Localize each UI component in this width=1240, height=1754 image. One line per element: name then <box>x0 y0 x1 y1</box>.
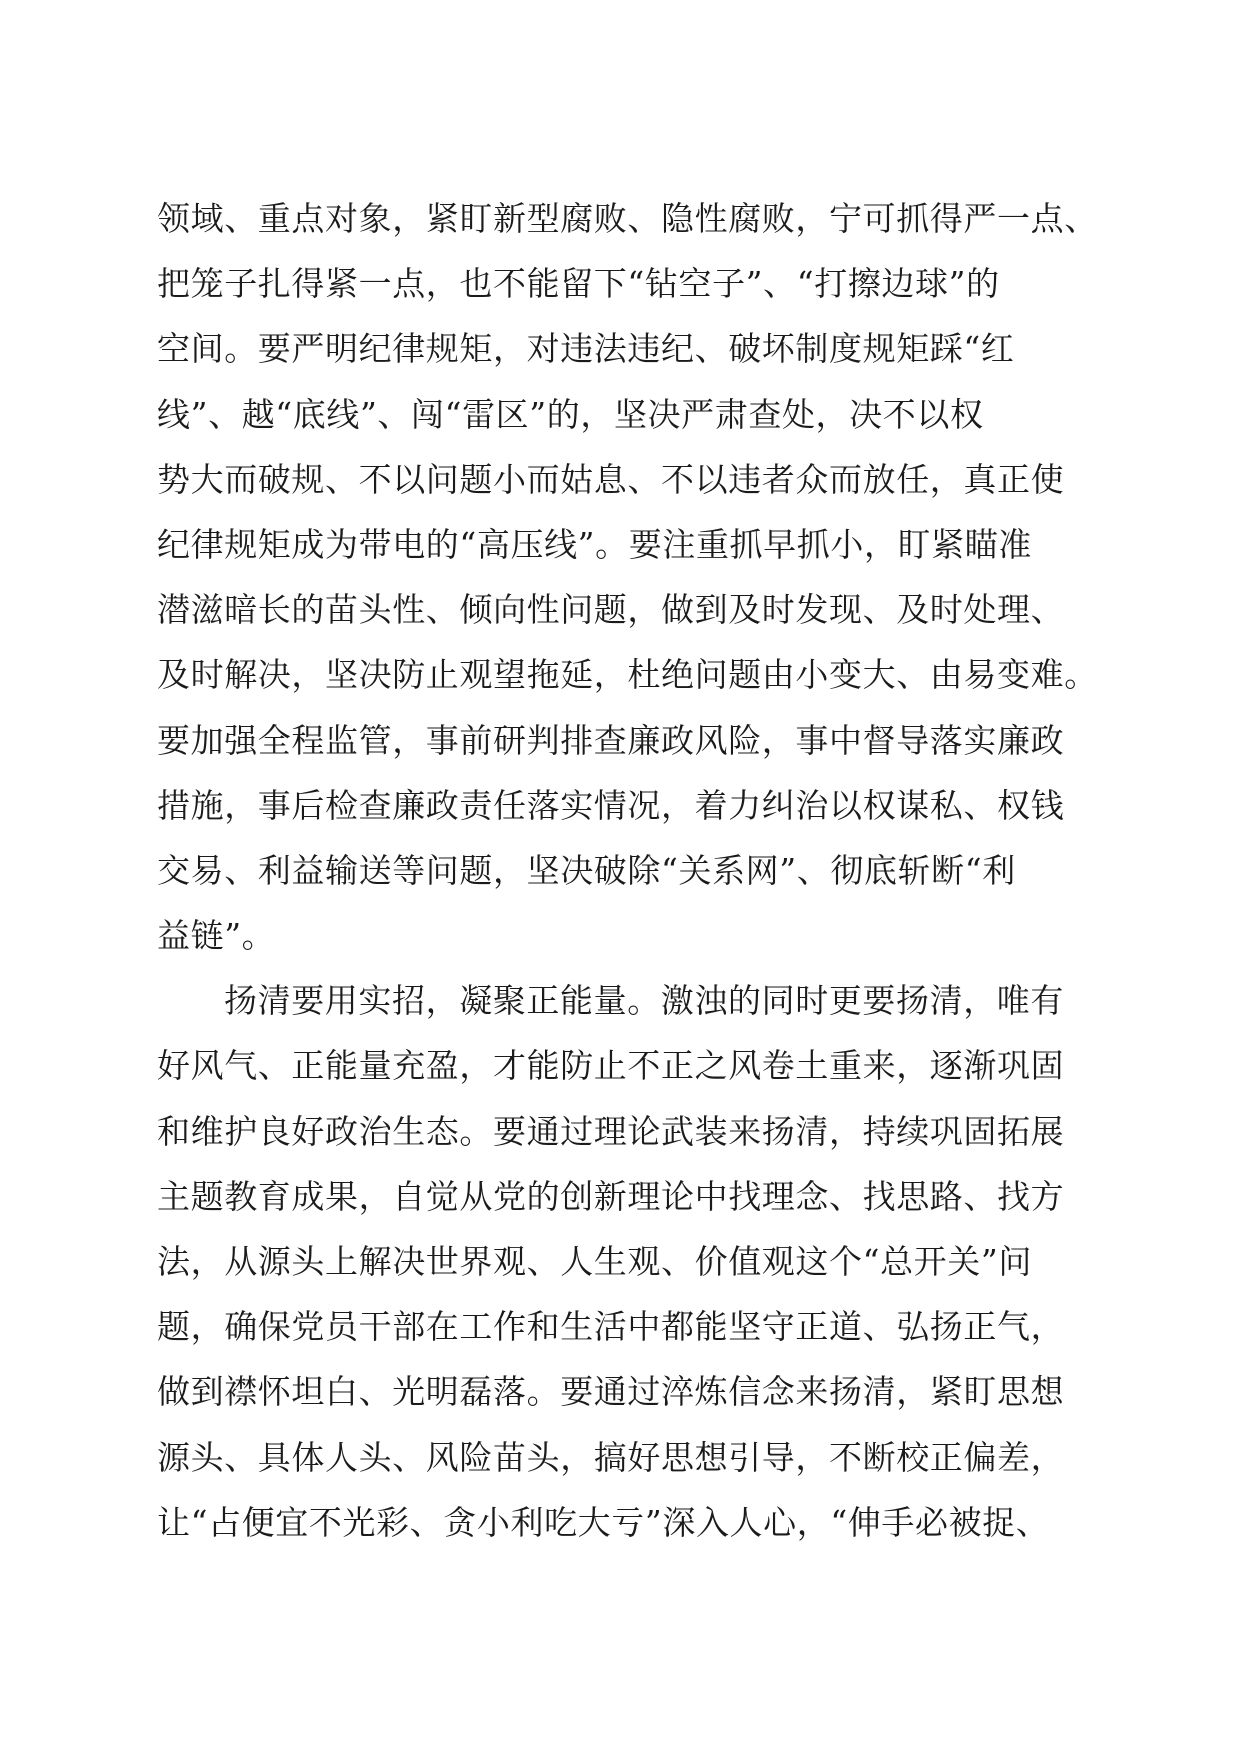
body-text <box>157 186 1097 1555</box>
text-line: 益链”。 <box>157 916 276 956</box>
text-line: 法，从源头上解决世界观、人生观、价值观这个“总开关”问 <box>157 1242 1032 1281</box>
text-line: 源头、具体人头、风险苗头，搞好思想引导，不断校正偏差， <box>157 1437 1065 1477</box>
text-line: 措施，事后检查廉政责任落实情况，着力纠治以权谋私、权钱 <box>157 785 1065 825</box>
text-line: 做到襟怀坦白、光明磊落。要通过淬炼信念来扬清，紧盯思想 <box>157 1372 1065 1412</box>
text-line: 好风气、正能量充盈，才能防止不正之风卷土重来，逐渐巩固 <box>157 1046 1065 1086</box>
text-line: 交易、利益输送等问题，坚决破除“关系网”、彻底斩断“利 <box>157 850 1016 890</box>
text-line: 势大而破规、不以问题小而姑息、不以违者众而放任，真正使 <box>157 459 1065 499</box>
text-line: 纪律规矩成为带电的“高压线”。要注重抓早抓小，盯紧瞄准 <box>157 524 1032 564</box>
text-line: 让“占便宜不光彩、贪小利吃大亏”深入人心，“伸手必被捉、 <box>157 1502 1050 1542</box>
text-line: 和维护良好政治生态。要通过理论武装来扬清，持续巩固拓展 <box>157 1111 1065 1151</box>
text-line: 线”、越“底线”、闯“雷区”的，坚决严肃查处，决不以权 <box>157 394 984 434</box>
paragraph-start-line: 扬清要用实招，凝聚正能量。激浊的同时更要扬清，唯有 <box>224 981 1064 1021</box>
text-line: 主题教育成果，自觉从党的创新理论中找理念、找思路、找方 <box>157 1176 1065 1216</box>
text-line: 空间。要严明纪律规矩，对违法违纪、破坏制度规矩踩“红 <box>157 329 1015 369</box>
text-line: 题，确保党员干部在工作和生活中都能坚守正道、弘扬正气， <box>157 1307 1065 1347</box>
text-line: 要加强全程监管，事前研判排查廉政风险，事中督导落实廉政 <box>157 720 1065 760</box>
text-line: 把笼子扎得紧一点，也不能留下“钻空子”、“打擦边球”的 <box>157 264 1000 304</box>
text-line: 领域、重点对象，紧盯新型腐败、隐性腐败，宁可抓得严一点、 <box>157 199 1098 238</box>
text-line: 及时解决，坚决防止观望拖延，杜绝问题由小变大、由易变难。 <box>157 655 1098 695</box>
text-line: 潜滋暗长的苗头性、倾向性问题，做到及时发现、及时处理、 <box>157 590 1065 630</box>
